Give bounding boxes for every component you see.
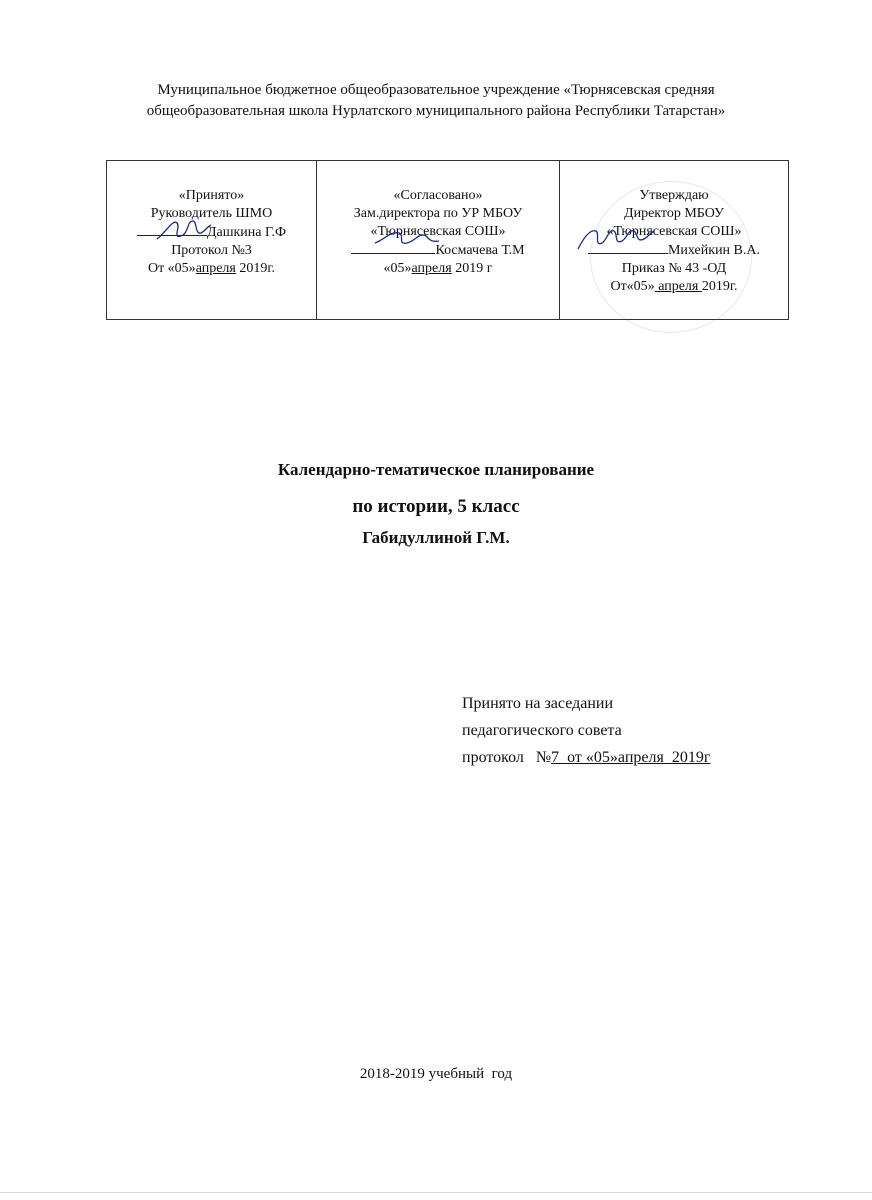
header-line-1: Муниципальное бюджетное общеобразовательное учреждение «Тюрнясевская средняя bbox=[157, 82, 715, 98]
agreed-name: Космачева Т.М bbox=[435, 243, 525, 258]
approval-accepted-cell bbox=[107, 161, 317, 320]
page-bottom-edge bbox=[0, 1192, 872, 1193]
agreed-date bbox=[321, 260, 555, 278]
date-suffix: 2019г. bbox=[701, 279, 738, 294]
acceptance-line-3 bbox=[462, 744, 710, 771]
council-acceptance bbox=[462, 690, 710, 771]
approved-order: Приказ № 43 -ОД bbox=[621, 261, 727, 276]
date-suffix: 2019 г bbox=[451, 261, 493, 276]
acceptance-line-1: Принято на заседании bbox=[462, 695, 614, 712]
approval-agreed-cell bbox=[317, 161, 560, 320]
school-header bbox=[80, 80, 792, 122]
protocol-prefix: протокол № bbox=[462, 749, 552, 766]
agreed-org: «Тюрнясевская СОШ» bbox=[370, 224, 506, 239]
accepted-protocol: Протокол №3 bbox=[171, 243, 252, 258]
header-line-2: общеобразовательная школа Нурлатского муниципального района Республики Татарстан» bbox=[146, 103, 726, 119]
accepted-role: Руководитель ШМО bbox=[150, 206, 273, 221]
agreed-role: Зам.директора по УР МБОУ bbox=[353, 206, 523, 221]
academic-year-text: 2018-2019 учебный год bbox=[359, 1066, 513, 1082]
accepted-signature-line bbox=[111, 223, 312, 242]
stamp-mark bbox=[590, 181, 752, 333]
date-month: апреля bbox=[195, 261, 236, 276]
protocol-number-date: 7 от «05»апреля 2019г bbox=[551, 749, 711, 766]
date-suffix: 2019г. bbox=[235, 261, 276, 276]
document-title: Календарно-тематическое планирование bbox=[277, 460, 595, 479]
date-prefix: От «05» bbox=[147, 261, 196, 276]
document-author: Габидуллиной Г.М. bbox=[362, 528, 510, 547]
accepted-date bbox=[111, 260, 312, 278]
approved-name: Михейкин В.А. bbox=[667, 243, 761, 258]
accepted-name: Дашкина Г.Ф bbox=[206, 225, 287, 240]
signature-underline bbox=[137, 223, 207, 236]
agreed-signature-line bbox=[321, 241, 555, 260]
approved-title: Утверждаю bbox=[639, 188, 709, 203]
approval-table bbox=[106, 160, 789, 320]
date-month: апреля bbox=[654, 279, 702, 294]
academic-year bbox=[0, 1066, 872, 1083]
accepted-title: «Принято» bbox=[178, 188, 245, 203]
agreed-title: «Согласовано» bbox=[393, 188, 483, 203]
signature-underline bbox=[351, 241, 435, 254]
date-month: апреля bbox=[411, 261, 452, 276]
approval-approved-cell bbox=[560, 161, 789, 320]
date-prefix: От«05» bbox=[610, 279, 655, 294]
document-subject: по истории, 5 класс bbox=[352, 496, 520, 517]
date-prefix: «05» bbox=[383, 261, 412, 276]
acceptance-line-2: педагогического совета bbox=[462, 722, 622, 739]
approved-role: Директор МБОУ bbox=[624, 206, 724, 221]
approved-org: «Тюрнясевская СОШ» bbox=[606, 224, 742, 239]
